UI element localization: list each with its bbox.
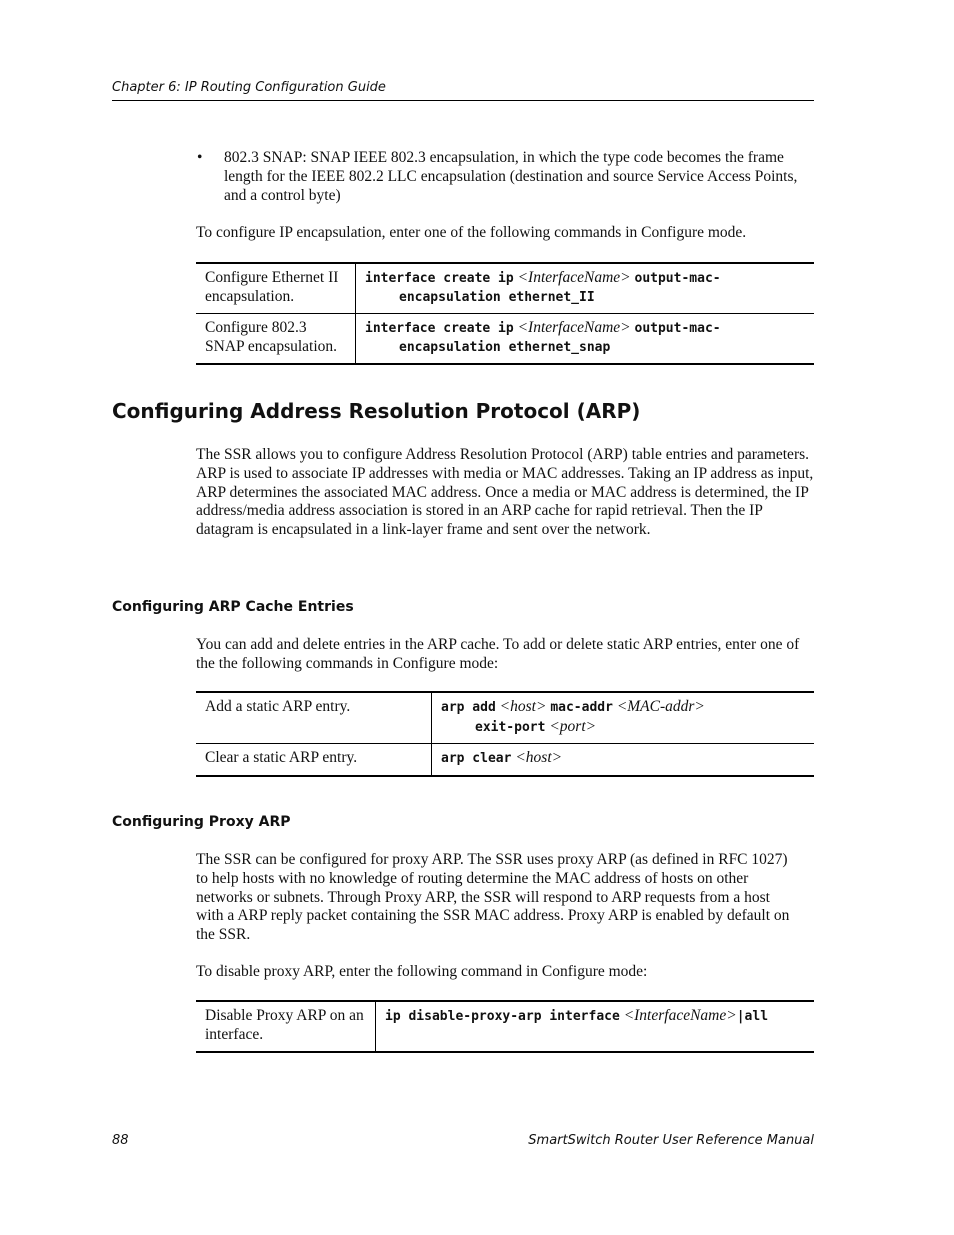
page-number: 88	[112, 1133, 129, 1148]
proxy-paragraph: The SSR can be configured for proxy ARP. The SSR uses proxy ARP (as defined in RFC 1027) to help hosts with no knowledge of routing determine the MAC address of hosts on other networks or subnets. Through Proxy ARP, the SSR will respond to ARP requests from a host with a ARP reply packet containing the SSR MAC address. Proxy ARP is enabled by default on the SSR.	[196, 851, 790, 944]
command-syntax: ip disable-proxy-arp interface <InterfaceName>|all	[376, 1001, 815, 1052]
header-rule	[112, 100, 814, 101]
command-syntax: arp clear <host>	[432, 744, 815, 776]
arp-paragraph: The SSR allows you to configure Address Resolution Protocol (ARP) table entries and parameters. ARP is used to associate IP addresses with media or MAC addresses. Taking an IP address as input, ARP determines the associated MAC address. Once a media or MAC address is determined, the IP address/media address association is stored in an ARP cache for rapid retrieval. Then the IP datagram is encapsulated in a link-layer frame and sent over the network.	[196, 446, 814, 539]
subsection-heading-proxy: Configuring Proxy ARP	[112, 814, 291, 830]
table-row	[196, 1001, 814, 1052]
table-row	[196, 692, 814, 744]
command-syntax: arp add <host> mac-addr <MAC-addr> exit-port <port>	[432, 692, 815, 744]
command-description: Disable Proxy ARP on an interface.	[196, 1001, 376, 1052]
command-syntax: interface create ip <InterfaceName> output-mac- encapsulation ethernet_II	[356, 263, 815, 314]
running-footer-title: SmartSwitch Router User Reference Manual	[528, 1133, 814, 1148]
encapsulation-command-table	[196, 262, 814, 365]
command-description: Configure 802.3 SNAP encapsulation.	[196, 314, 356, 365]
running-header: Chapter 6: IP Routing Configuration Guide	[112, 80, 386, 95]
table-row	[196, 263, 814, 314]
encap-intro-paragraph: To configure IP encapsulation, enter one of the following commands in Configure mode.	[196, 224, 747, 241]
table-row	[196, 744, 814, 776]
proxy-disable-paragraph: To disable proxy ARP, enter the following command in Configure mode:	[196, 963, 648, 980]
proxy-arp-command-table	[196, 1000, 814, 1053]
command-description: Clear a static ARP entry.	[196, 744, 432, 776]
table-row	[196, 314, 814, 365]
subsection-heading-cache: Configuring ARP Cache Entries	[112, 599, 354, 615]
bullet-marker: •	[197, 149, 203, 166]
command-description: Add a static ARP entry.	[196, 692, 432, 744]
arp-cache-command-table	[196, 691, 814, 777]
cache-paragraph: You can add and delete entries in the ARP cache. To add or delete static ARP entries, enter one of the the following commands in Configure mode:	[196, 636, 800, 672]
command-syntax: interface create ip <InterfaceName> output-mac- encapsulation ethernet_snap	[356, 314, 815, 365]
bullet-item: 802.3 SNAP: SNAP IEEE 802.3 encapsulation, in which the type code becomes the frame length for the IEEE 802.2 LLC encapsulation (destination and source Service Access Points, and a control byte)	[224, 149, 798, 204]
section-heading-arp: Configuring Address Resolution Protocol (ARP)	[112, 399, 641, 423]
command-description: Configure Ethernet II encapsulation.	[196, 263, 356, 314]
